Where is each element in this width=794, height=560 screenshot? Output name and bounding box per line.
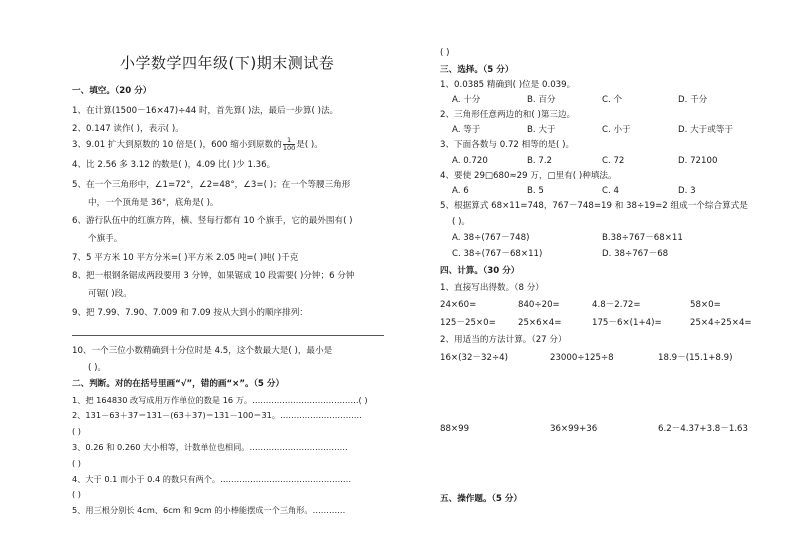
judge-3: 3、0.26 和 0.260 大小相等，计数单位也相同。……………………………… bbox=[72, 442, 348, 452]
choice-3-option-b: B. 7.2 bbox=[527, 156, 553, 166]
choice-5-option-d: D. 38÷767－68 bbox=[602, 249, 669, 259]
choice-2-option-a: A. 等于 bbox=[452, 125, 481, 135]
choice-2: 2、三角形任意两边的和( )第三边。 bbox=[440, 110, 576, 120]
choice-1-option-a: A. 十分 bbox=[452, 95, 481, 105]
judge-4: 4、大于 0.1 而小于 0.4 的数只有两个。………………………………………… bbox=[72, 474, 352, 484]
choice-1-option-d: D. 千分 bbox=[678, 95, 708, 105]
question-9: 9、把 7.99、7.90、7.009 和 7.09 按从大到小的顺序排列： bbox=[72, 308, 308, 318]
judge-5: 5、用三根分别长 4cm、6cm 和 9cm 的小棒能摆成一个三角形。………… bbox=[72, 505, 346, 515]
choice-3: 3、下面各数与 0.72 相等的是( )。 bbox=[440, 140, 575, 150]
choice-1-option-c: C. 个 bbox=[602, 95, 623, 105]
question-6-line-1: 6、游行队伍中的红旗方阵，横、竖每行都有 10 个旗手，它的最外围有( ) bbox=[72, 216, 353, 226]
fraction-denominator: 100 bbox=[282, 144, 296, 152]
choice-2-option-b: B. 大于 bbox=[527, 125, 556, 135]
fraction-numerator: 1 bbox=[283, 137, 295, 145]
question-3-text: 3、9.01 扩大到原数的 10 倍是( )，600 缩小到原数的 bbox=[72, 140, 282, 150]
smart-calc-6: 6.2－4.37+3.8－1.63 bbox=[658, 424, 748, 434]
choice-3-option-c: C. 72 bbox=[602, 156, 625, 166]
question-10-line-1: 10、一个三位小数精确到十分位时是 4.5，这个数最大是( )，最小是 bbox=[72, 346, 333, 356]
page-title: 小学数学四年级(下)期末测试卷 bbox=[120, 54, 335, 72]
direct-calc-3: 4.8－2.72= bbox=[592, 300, 641, 310]
calc-part-2-heading: 2、用适当的方法计算。（27 分） bbox=[440, 335, 567, 345]
question-5-line-2: 中，一个顶角是 36°，底角是( )。 bbox=[88, 198, 219, 208]
choice-2-option-c: C. 小于 bbox=[602, 125, 631, 135]
section-choice: 三、选择。（5 分） bbox=[440, 65, 514, 75]
question-5-line-1: 5、在一个三角形中，∠1=72°，∠2=48°，∠3=( )；在一个等腰三角形 bbox=[72, 180, 351, 190]
question-7: 7、5 平方米 10 平方分米=( )平方米 2.05 吨=( )吨( )千克 bbox=[72, 253, 299, 263]
choice-2-option-d: D. 大于或等于 bbox=[678, 125, 734, 135]
choice-5-option-c: C. 38÷(767－68×11) bbox=[452, 249, 543, 259]
section-judgement: 二、判断。对的在括号里画“√”，错的画“×”。（5 分） bbox=[72, 379, 285, 389]
question-8-line-2: 可锯( )段。 bbox=[88, 289, 132, 299]
choice-3-option-a: A. 0.720 bbox=[452, 156, 488, 166]
fraction bbox=[283, 137, 295, 152]
choice-5-option-b: B.38÷767－68×11 bbox=[602, 233, 683, 243]
question-8-line-1: 8、把一根钢条锯成两段要用 3 分钟，如果锯成 10 段需要( )分钟；6 分钟 bbox=[72, 271, 355, 281]
direct-calc-7: 175－6×(1+4)= bbox=[592, 318, 662, 328]
direct-calc-6: 25×6×4= bbox=[518, 318, 562, 328]
choice-5-option-a: A. 38÷(767－748) bbox=[452, 233, 530, 243]
choice-1: 1、0.0385 精确到( )位是 0.039。 bbox=[440, 80, 576, 90]
direct-calc-8: 25×4÷25×4= bbox=[690, 318, 752, 328]
choice-5-line-1: 5、根据算式 68×11=748，767－748=19 和 38÷19=2 组成一个综合算式是 bbox=[440, 201, 748, 211]
choice-3-option-d: D. 72100 bbox=[678, 156, 718, 166]
choice-5-line-2: ( )。 bbox=[452, 217, 471, 227]
question-10-line-2: ( )。 bbox=[88, 363, 107, 373]
section-operation: 五、操作题。（5 分） bbox=[440, 494, 523, 504]
direct-calc-1: 24×60= bbox=[440, 300, 477, 310]
smart-calc-3: 18.9－(15.1+8.9) bbox=[658, 353, 733, 363]
smart-calc-4: 88×99 bbox=[440, 424, 470, 434]
choice-4-option-b: B. 5 bbox=[527, 186, 544, 196]
judge-5-answer: ( ) bbox=[440, 48, 450, 58]
judge-4-answer: ( ) bbox=[72, 489, 81, 499]
judge-2-answer: ( ) bbox=[72, 426, 81, 436]
choice-4: 4、要使 29□680≈29 万，□里有( )种填法。 bbox=[440, 171, 617, 181]
question-4: 4、比 2.56 多 3.12 的数是( )，4.09 比( )少 1.36。 bbox=[72, 160, 276, 170]
direct-calc-2: 840÷20= bbox=[518, 300, 560, 310]
judge-3-answer: ( ) bbox=[72, 458, 81, 468]
choice-4-option-d: D. 3 bbox=[678, 186, 696, 196]
direct-calc-4: 58×0= bbox=[690, 300, 721, 310]
answer-line bbox=[72, 335, 384, 336]
choice-1-option-b: B. 百分 bbox=[527, 95, 556, 105]
smart-calc-5: 36×99+36 bbox=[550, 424, 598, 434]
choice-4-option-c: C. 4 bbox=[602, 186, 619, 196]
question-1: 1、在计算(1500－16×47)÷44 时，首先算( )法，最后一步算( )法。 bbox=[72, 106, 339, 116]
question-2: 2、0.147 读作( )，表示( )。 bbox=[72, 124, 184, 134]
question-3-tail: 是( )。 bbox=[296, 140, 323, 150]
judge-1: 1、把 164830 改写成用万作单位的数是 16 万。…………………………………( ) bbox=[72, 395, 368, 405]
choice-4-option-a: A. 6 bbox=[452, 186, 469, 196]
question-6-line-2: 个旗手。 bbox=[88, 234, 123, 244]
smart-calc-2: 23000÷125÷8 bbox=[550, 353, 614, 363]
section-calculation: 四、计算。（30 分） bbox=[440, 266, 520, 276]
question-3 bbox=[72, 137, 323, 152]
direct-calc-5: 125－25×0= bbox=[440, 318, 496, 328]
section-fill-blank: 一、填空。（20 分） bbox=[72, 86, 152, 96]
calc-part-1-heading: 1、直接写出得数。（8 分） bbox=[440, 283, 544, 293]
judge-2: 2、131－63＋37＝131－(63＋37)＝131－100＝31。………………………… bbox=[72, 410, 362, 420]
smart-calc-1: 16×(32－32÷4) bbox=[440, 353, 508, 363]
